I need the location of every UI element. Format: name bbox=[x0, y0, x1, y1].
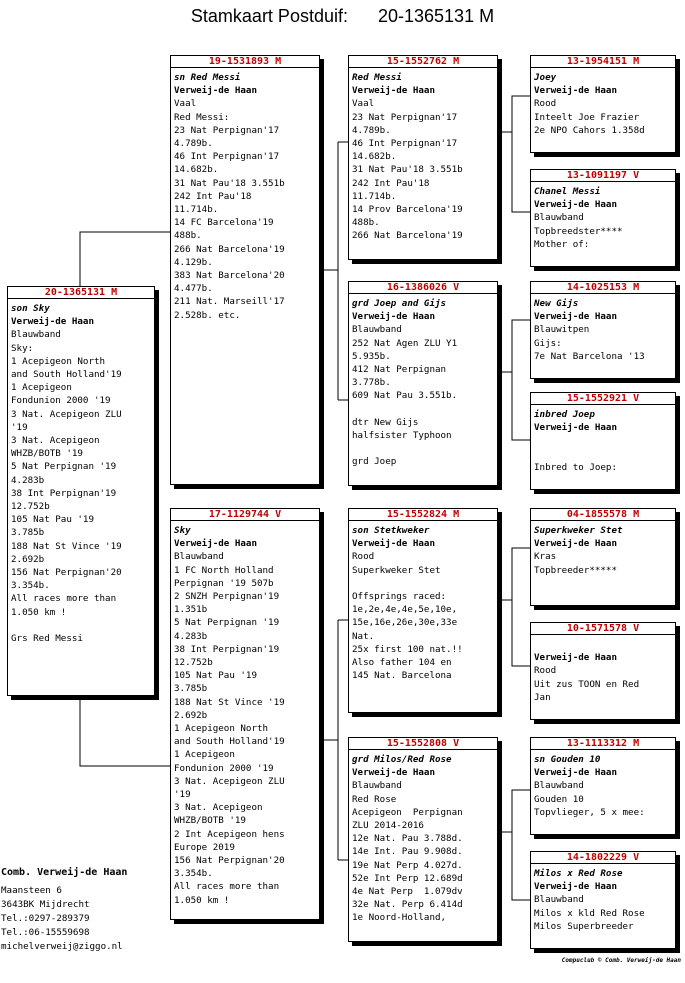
card-body bbox=[349, 68, 497, 243]
owner-email: michelverweij@ziggo.nl bbox=[1, 941, 123, 952]
info-line: 38 Int Perpignan'19 bbox=[174, 643, 280, 655]
info-line: 3 Nat. Acepigeon bbox=[174, 802, 263, 814]
info-line: and South Holland'19 bbox=[11, 369, 122, 381]
info-line: 14e Int. Pau 9.908d. bbox=[352, 846, 463, 858]
pigeon-name: son Sky bbox=[11, 303, 50, 314]
ring-number: 15-1552824 M bbox=[349, 509, 497, 521]
info-line: 12.752b bbox=[174, 657, 213, 669]
owner-city: 3643BK Mijdrecht bbox=[1, 899, 90, 910]
info-line: 23 Nat Perpignan'17 bbox=[174, 124, 280, 136]
info-line: 23 Nat Perpignan'17 bbox=[352, 111, 458, 123]
info-line: grd Joep bbox=[352, 456, 397, 468]
dsd-card bbox=[530, 622, 676, 720]
breeder-name: Verweij-de Haan bbox=[352, 538, 435, 550]
info-line: 7e Nat Barcelona '13 bbox=[534, 350, 645, 362]
info-line: and South Holland'19 bbox=[174, 736, 285, 748]
card-body bbox=[531, 294, 675, 363]
info-line: Milos x kld Red Rose bbox=[534, 907, 645, 919]
info-line: Inbred to Joep: bbox=[534, 461, 617, 473]
info-line: Red Rose bbox=[352, 793, 397, 805]
info-line: Mother of: bbox=[534, 238, 590, 250]
breeder-name: Verweij-de Haan bbox=[352, 85, 435, 97]
info-line: 12.752b bbox=[11, 501, 50, 513]
info-line: 46 Int Perpignan'17 bbox=[174, 151, 280, 163]
pigeon-name: sn Red Messi bbox=[174, 72, 241, 83]
info-line: Red Messi: bbox=[174, 111, 230, 123]
info-line: 11.714b. bbox=[174, 204, 219, 216]
pigeon-name: inbred Joep bbox=[534, 409, 595, 420]
info-line: 4e Nat Perp 1.079dv bbox=[352, 886, 463, 898]
info-line: Topbreedster**** bbox=[534, 225, 623, 237]
subject-card bbox=[7, 286, 155, 696]
info-line: 2 Int Acepigeon hens bbox=[174, 828, 285, 840]
info-line: 2e NPO Cahors 1.358d bbox=[534, 124, 645, 136]
info-line: 2 SNZH Perpignan'19 bbox=[174, 591, 280, 603]
info-line: 412 Nat Perpignan bbox=[352, 364, 447, 376]
info-line: 156 Nat Perpignan'20 bbox=[11, 567, 122, 579]
info-line: 242 Int Pau'18 bbox=[352, 177, 430, 189]
card-body bbox=[349, 750, 497, 925]
info-line: Blauwband bbox=[11, 329, 61, 341]
breeder-name: Verweij-de Haan bbox=[534, 767, 617, 779]
info-line: Topvlieger, 5 x mee: bbox=[534, 806, 645, 818]
sire-card bbox=[170, 55, 320, 485]
info-line: Milos Superbreeder bbox=[534, 920, 634, 932]
info-line: 4.789b. bbox=[174, 138, 213, 150]
info-line bbox=[534, 434, 673, 447]
breeder-name: Verweij-de Haan bbox=[174, 538, 257, 550]
owner-phone1: Tel.:0297-289379 bbox=[1, 913, 90, 924]
pigeon-name: son Stetkweker bbox=[352, 525, 430, 536]
info-line: 3 Nat. Acepigeon ZLU bbox=[174, 775, 285, 787]
info-line: 145 Nat. Barcelona bbox=[352, 670, 452, 682]
breeder-name: Verweij-de Haan bbox=[534, 422, 617, 434]
card-body bbox=[531, 521, 675, 577]
title-label: Stamkaart Postduif: bbox=[190, 6, 348, 26]
info-line: Rood bbox=[534, 665, 557, 677]
ring-number: 14-1802229 V bbox=[531, 852, 675, 864]
breeder-name: Verweij-de Haan bbox=[174, 85, 257, 97]
info-line: 52e Int Perp 12.689d bbox=[352, 872, 463, 884]
dam-card bbox=[170, 508, 320, 920]
sire-sire-card bbox=[348, 55, 498, 260]
info-line: dtr New Gijs bbox=[352, 416, 419, 428]
info-line: Jan bbox=[534, 691, 551, 703]
info-line: 1 Acepigeon North bbox=[11, 355, 106, 367]
pigeon-name: sn Gouden 10 bbox=[534, 754, 601, 765]
info-line: 19e Nat Perp 4.027d. bbox=[352, 859, 463, 871]
info-line: Blauwband bbox=[352, 324, 402, 336]
info-line: Also father 104 en bbox=[352, 657, 452, 669]
info-line: Blauwitpen bbox=[534, 324, 590, 336]
pigeon-name: Superkweker Stet bbox=[534, 525, 623, 536]
info-line: 14 FC Barcelona'19 bbox=[174, 217, 274, 229]
info-line: Kras bbox=[534, 551, 557, 563]
card-body bbox=[531, 182, 675, 251]
owner-name: Comb. Verweij-de Haan bbox=[1, 867, 128, 878]
card-body bbox=[531, 635, 675, 704]
info-line: 4.129b. bbox=[174, 256, 213, 268]
breeder-name: Verweij-de Haan bbox=[11, 316, 94, 328]
info-line: 15e,16e,26e,30e,33e bbox=[352, 617, 458, 629]
info-line: 2.692b bbox=[174, 709, 208, 721]
card-body bbox=[531, 68, 675, 137]
ring-number: 10-1571578 V bbox=[531, 623, 675, 635]
info-line: Uit zus TOON en Red bbox=[534, 678, 640, 690]
card-body bbox=[8, 299, 154, 645]
info-line: Blauwband bbox=[534, 780, 584, 792]
info-line: 3 Nat. Acepigeon bbox=[11, 435, 100, 447]
info-line: Fondunion 2000 '19 bbox=[11, 395, 111, 407]
ring-number: 13-1954151 M bbox=[531, 56, 675, 68]
ring-number: 20-1365131 M bbox=[8, 287, 154, 299]
info-line: Blauwband bbox=[174, 551, 224, 563]
breeder-name: Verweij-de Haan bbox=[534, 652, 617, 664]
info-line: 5 Nat Perpignan '19 bbox=[174, 617, 280, 629]
info-line: 14.682b. bbox=[174, 164, 219, 176]
ring-number: 13-1113312 M bbox=[531, 738, 675, 750]
info-line: All races more than bbox=[174, 881, 280, 893]
info-line: 211 Nat. Marseill'17 bbox=[174, 296, 285, 308]
info-line: 266 Nat Barcelona'19 bbox=[174, 243, 285, 255]
info-line bbox=[534, 448, 673, 461]
info-line: Vaal bbox=[174, 98, 197, 110]
info-line: 1 Acepigeon bbox=[174, 749, 235, 761]
breeder-name: Verweij-de Haan bbox=[352, 767, 435, 779]
breeder-name: Verweij-de Haan bbox=[534, 538, 617, 550]
ssd-card bbox=[530, 169, 676, 267]
info-line: 2.528b. etc. bbox=[174, 309, 241, 321]
dam-dam-card bbox=[348, 737, 498, 942]
info-line: '19 bbox=[11, 421, 28, 433]
info-line: 188 Nat St Vince '19 bbox=[11, 540, 122, 552]
pigeon-name: Sky bbox=[174, 525, 191, 536]
info-line: Blauwband bbox=[352, 780, 402, 792]
card-body bbox=[171, 521, 319, 907]
info-line: 1.351b bbox=[174, 604, 208, 616]
info-line: Rood bbox=[352, 551, 375, 563]
info-line: 1e,2e,4e,4e,5e,10e, bbox=[352, 604, 458, 616]
info-line: Fondunion 2000 '19 bbox=[174, 762, 274, 774]
pigeon-name: Red Messi bbox=[352, 72, 402, 83]
info-line: Rood bbox=[534, 98, 557, 110]
pigeon-name: Milos x Red Rose bbox=[534, 868, 623, 879]
info-line: 188 Nat St Vince '19 bbox=[174, 696, 285, 708]
card-body bbox=[349, 294, 497, 469]
info-line: Acepigeon Perpignan bbox=[352, 806, 463, 818]
info-line: 4.283b bbox=[174, 630, 208, 642]
info-line: WHZB/BOTB '19 bbox=[174, 815, 246, 827]
info-line: Perpignan '19 507b bbox=[174, 577, 274, 589]
sss-card bbox=[530, 55, 676, 153]
info-line: Vaal bbox=[352, 98, 375, 110]
info-line: 609 Nat Pau 3.551b. bbox=[352, 390, 458, 402]
info-line: 12e Nat. Pau 3.788d. bbox=[352, 833, 463, 845]
info-line: ZLU 2014-2016 bbox=[352, 820, 424, 832]
info-line: 105 Nat Pau '19 bbox=[174, 670, 257, 682]
ring-number: 14-1025153 M bbox=[531, 282, 675, 294]
info-line: 3 Nat. Acepigeon ZLU bbox=[11, 408, 122, 420]
info-line: 46 Int Perpignan'17 bbox=[352, 138, 458, 150]
breeder-name: Verweij-de Haan bbox=[534, 881, 617, 893]
info-line: 5 Nat Perpignan '19 bbox=[11, 461, 117, 473]
pigeon-name: grd Joep and Gijs bbox=[352, 298, 447, 309]
info-line: Blauwband bbox=[534, 894, 584, 906]
info-line: 1 Acepigeon bbox=[11, 382, 72, 394]
info-line: 383 Nat Barcelona'20 bbox=[174, 270, 285, 282]
ddd-card bbox=[530, 851, 676, 949]
sire-dam-card bbox=[348, 281, 498, 486]
owner-block bbox=[1, 866, 127, 954]
info-line: 14.682b. bbox=[352, 151, 397, 163]
info-line: Nat. bbox=[352, 630, 375, 642]
ring-number: 17-1129744 V bbox=[171, 509, 319, 521]
ring-number: 15-1552921 V bbox=[531, 393, 675, 405]
info-line: '19 bbox=[174, 789, 191, 801]
ring-number: 13-1091197 V bbox=[531, 170, 675, 182]
info-line: 14 Prov Barcelona'19 bbox=[352, 204, 463, 216]
info-line: Offsprings raced: bbox=[352, 591, 447, 602]
info-line: All races more than bbox=[11, 593, 117, 605]
info-line: WHZB/BOTB '19 bbox=[11, 448, 83, 460]
info-line: 31 Nat Pau'18 3.551b bbox=[174, 177, 285, 189]
info-line: 3.785b bbox=[11, 527, 45, 539]
info-line bbox=[11, 619, 152, 632]
ring-number: 15-1552808 V bbox=[349, 738, 497, 750]
breeder-name: Verweij-de Haan bbox=[534, 199, 617, 211]
info-line: 1.050 km ! bbox=[11, 606, 67, 618]
dam-sire-card bbox=[348, 508, 498, 713]
info-line: 156 Nat Perpignan'20 bbox=[174, 855, 285, 867]
breeder-name: Verweij-de Haan bbox=[352, 311, 435, 323]
pigeon-name: Joey bbox=[534, 72, 557, 83]
info-line: Gijs: bbox=[534, 337, 562, 349]
info-line: 1 FC North Holland bbox=[174, 564, 274, 576]
info-line: 3.785b bbox=[174, 683, 208, 695]
info-line: Europe 2019 bbox=[174, 841, 235, 853]
breeder-name: Verweij-de Haan bbox=[534, 311, 617, 323]
card-body bbox=[531, 750, 675, 819]
info-line: 488b. bbox=[174, 230, 202, 242]
title-ring: 20-1365131 M bbox=[377, 6, 495, 26]
info-line: Blauwband bbox=[534, 212, 584, 224]
info-line: 5.935b. bbox=[352, 350, 391, 362]
info-line: Gouden 10 bbox=[534, 793, 584, 805]
info-line: 4.789b. bbox=[352, 124, 391, 136]
info-line: 4.477b. bbox=[174, 283, 213, 295]
footer-credit: Compuclub © Comb. Verweij-de Haan bbox=[561, 957, 681, 964]
info-line: Topbreeder***** bbox=[534, 564, 617, 576]
info-line: 31 Nat Pau'18 3.551b bbox=[352, 164, 463, 176]
card-body bbox=[349, 521, 497, 682]
info-line: 266 Nat Barcelona'19 bbox=[352, 230, 463, 242]
info-line: 488b. bbox=[352, 217, 380, 229]
dds-card bbox=[530, 737, 676, 835]
info-line bbox=[352, 403, 495, 416]
info-line: 38 Int Perpignan'19 bbox=[11, 487, 117, 499]
info-line: 252 Nat Agen ZLU Y1 bbox=[352, 337, 458, 349]
ring-number: 19-1531893 M bbox=[171, 56, 319, 68]
sds-card bbox=[530, 281, 676, 379]
card-body bbox=[531, 405, 675, 474]
card-body bbox=[531, 864, 675, 933]
info-line: 11.714b. bbox=[352, 190, 397, 202]
info-line bbox=[352, 577, 495, 590]
breeder-name: Verweij-de Haan bbox=[534, 85, 617, 97]
ring-number: 04-1855578 M bbox=[531, 509, 675, 521]
info-line: 3.354b. bbox=[174, 868, 213, 880]
owner-street: Maansteen 6 bbox=[1, 885, 62, 896]
info-line: 1 Acepigeon North bbox=[174, 723, 269, 735]
pigeon-name: grd Milos/Red Rose bbox=[352, 754, 452, 765]
owner-phone2: Tel.:06-15559698 bbox=[1, 927, 90, 938]
dss-card bbox=[530, 508, 676, 606]
info-line: Grs Red Messi bbox=[11, 633, 83, 645]
ring-number: 15-1552762 M bbox=[349, 56, 497, 68]
info-line: Sky: bbox=[11, 342, 34, 354]
sdd-card bbox=[530, 392, 676, 490]
info-line: 32e Nat. Perp 6.414d bbox=[352, 899, 463, 911]
pigeon-name: Chanel Messi bbox=[534, 186, 601, 197]
ring-number: 16-1386026 V bbox=[349, 282, 497, 294]
info-line: 242 Int Pau'18 bbox=[174, 190, 252, 202]
info-line: 3.778b. bbox=[352, 377, 391, 389]
card-body bbox=[171, 68, 319, 322]
pigeon-name bbox=[534, 638, 673, 651]
info-line: 25x first 100 nat.!! bbox=[352, 643, 463, 655]
info-line: 1e Noord-Holland, bbox=[352, 912, 447, 924]
info-line: 105 Nat Pau '19 bbox=[11, 514, 94, 526]
info-line: 4.283b bbox=[11, 474, 45, 486]
info-line: Superkweker Stet bbox=[352, 564, 441, 576]
info-line: 3.354b. bbox=[11, 580, 50, 592]
info-line: Inteelt Joe Frazier bbox=[534, 111, 640, 123]
info-line: halfsister Typhoon bbox=[352, 430, 452, 442]
info-line bbox=[352, 442, 495, 455]
info-line: 2.692b bbox=[11, 553, 45, 565]
pigeon-name: New Gijs bbox=[534, 298, 579, 309]
info-line: 1.050 km ! bbox=[174, 894, 230, 906]
